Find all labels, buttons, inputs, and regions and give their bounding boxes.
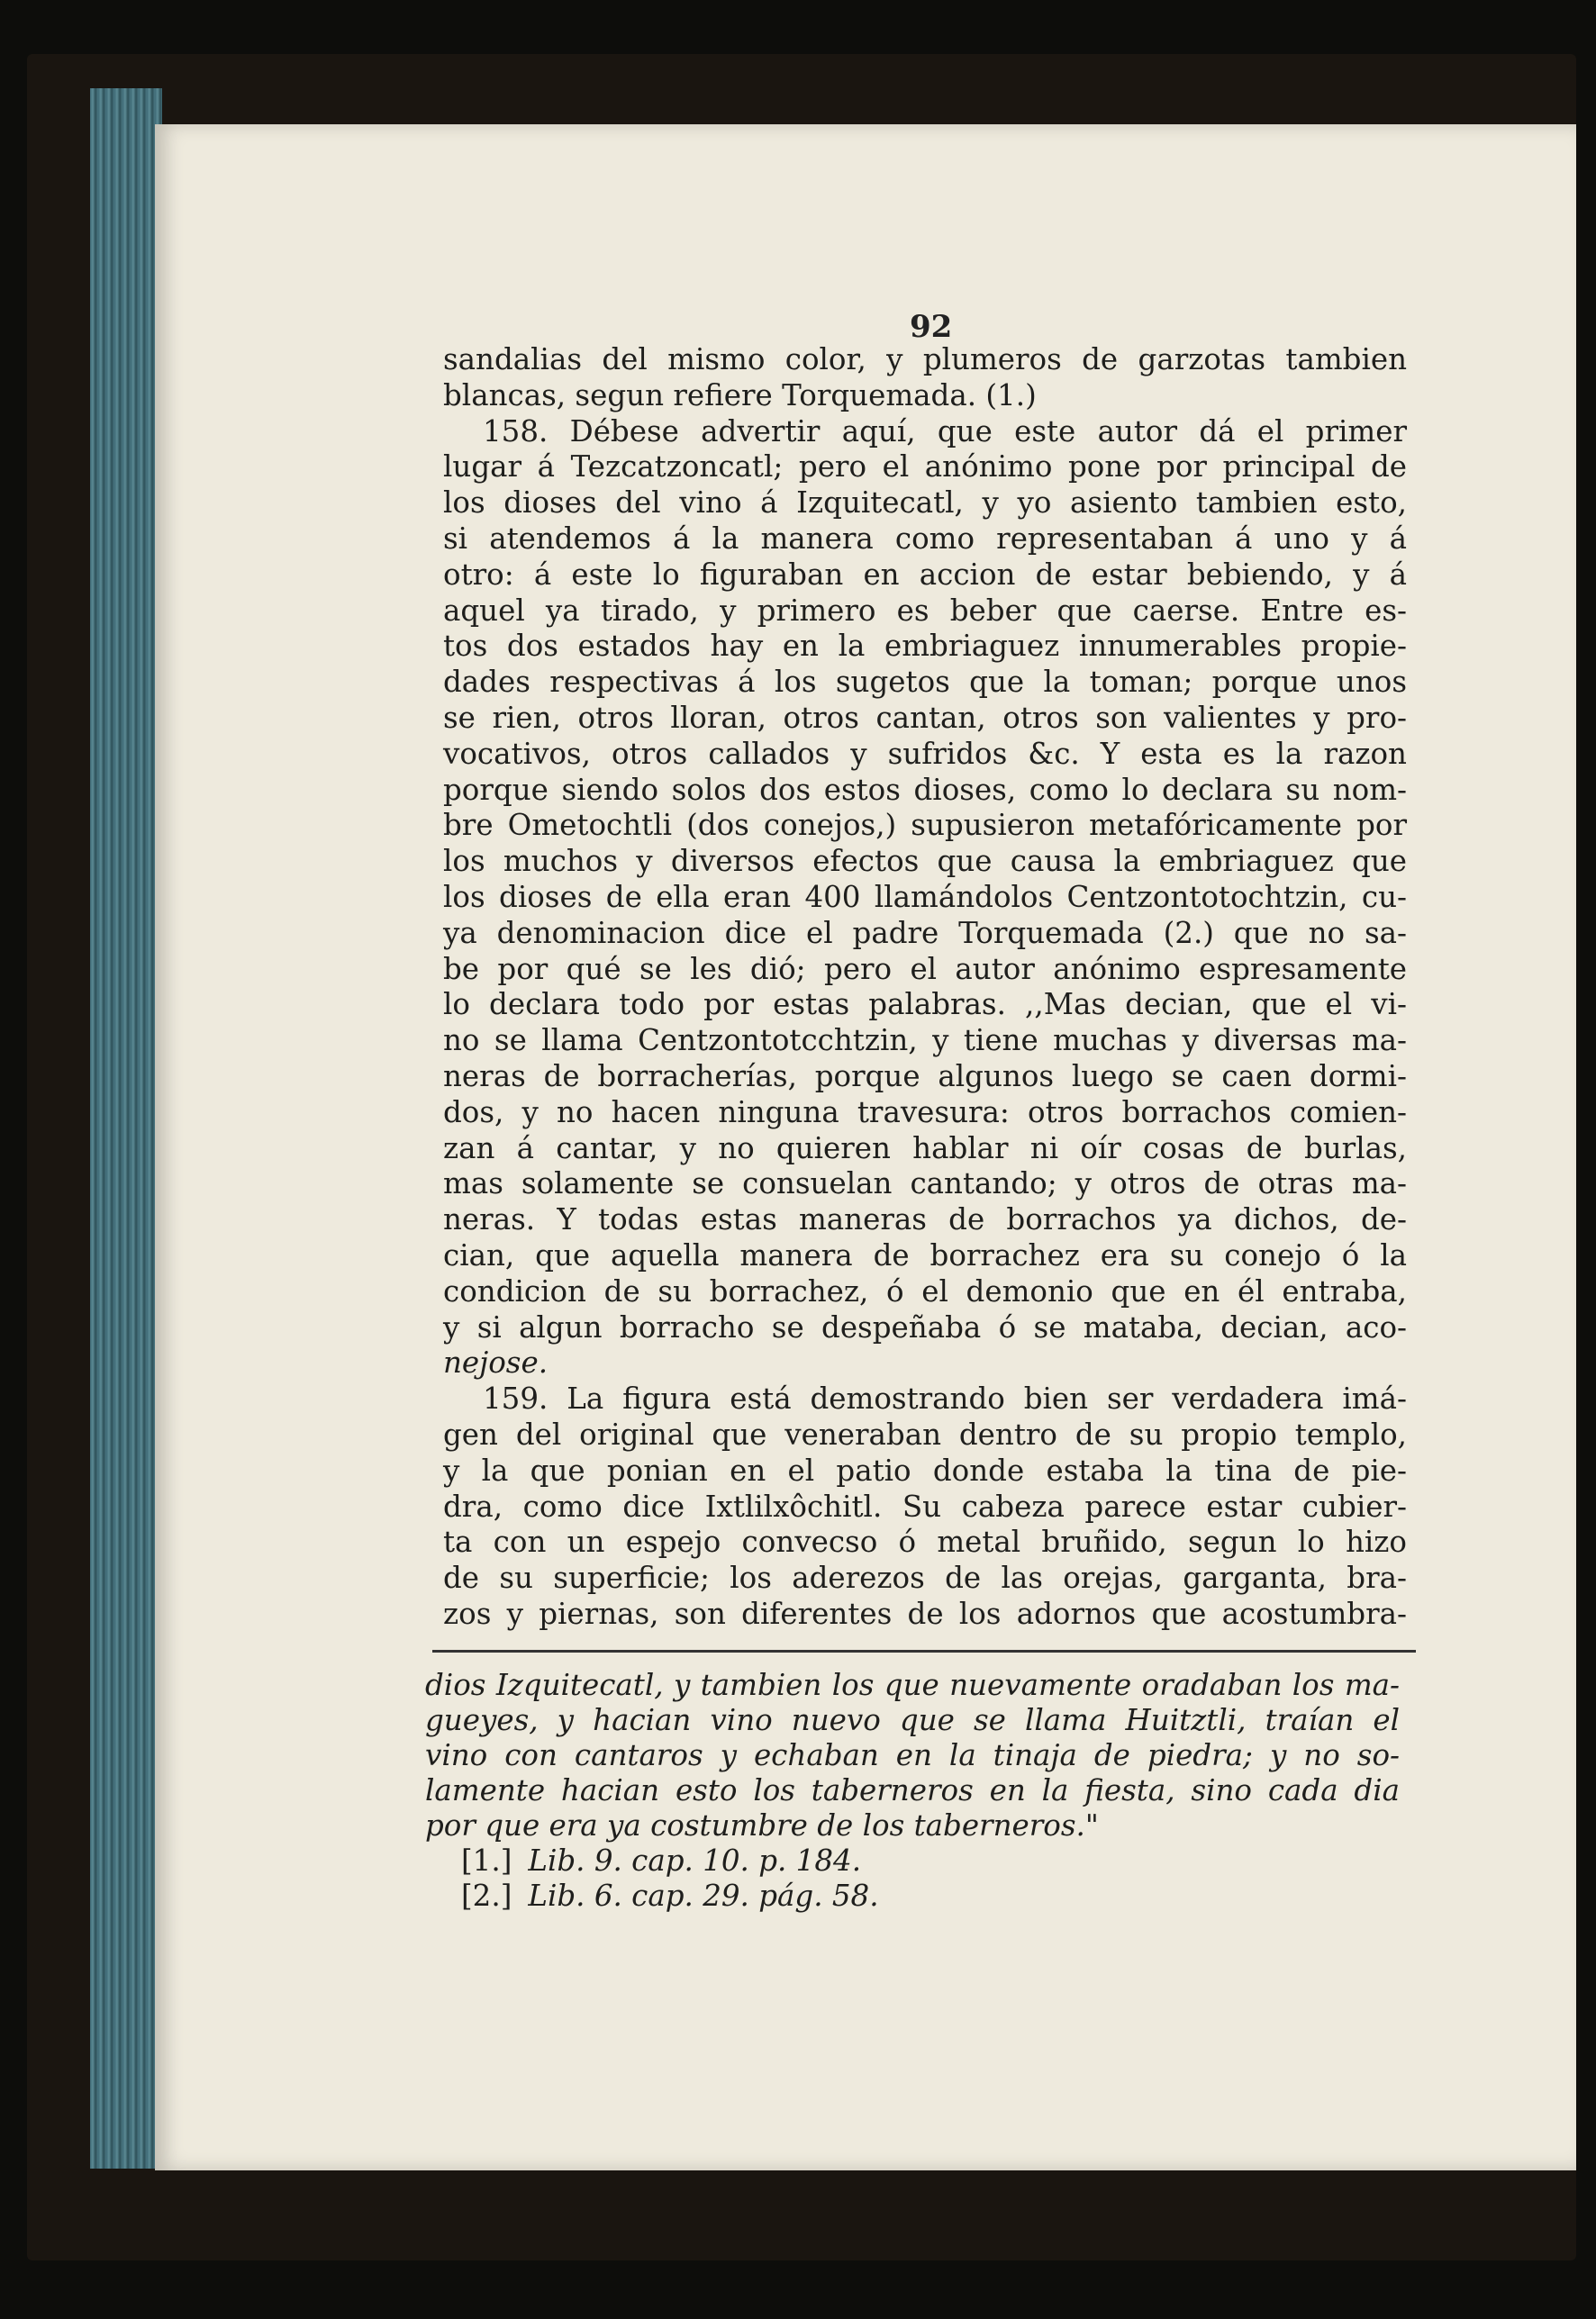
text-line: dra, como dice Ixtlilxôchitl. Su cabeza parece estar cubier- [443,1489,1407,1524]
text-line: no se llama Centzontotcchtzin, y tiene muchas y diversas ma- [443,1023,1407,1058]
main-text [443,342,1407,1633]
text-line: de su superficie; los aderezos de las orejas, garganta, bra- [443,1561,1407,1596]
text-line: dos, y no hacen ninguna travesura: otros borrachos comien- [443,1094,1407,1129]
text-line: bre Ometochtli (dos conejos,) supusieron metafóricamente por [443,808,1407,843]
footnotes [425,1668,1400,1914]
text-line: los dioses de ella eran 400 llamándolos Centzontotochtzin, cu- [443,879,1407,914]
text-line: y la que ponian en el patio donde estaba la tina de pie- [443,1453,1407,1488]
footnote-line: lamente hacian esto los taberneros en la fiesta, sino cada dia [425,1773,1400,1807]
text-line: ya denominacion dice el padre Torquemada (2.) que no sa- [443,915,1407,950]
text-line: los dioses del vino á Izquitecatl, y yo asiento tambien esto, [443,485,1407,521]
text-line: sandalias del mismo color, y plumeros de garzotas tambien [443,342,1407,376]
text-line: se rien, otros lloran, otros cantan, otros son valientes y pro- [443,700,1407,735]
footnote-line: vino con cantaros y echaban en la tinaja de piedra; y no so- [425,1738,1400,1772]
text-line: otro: á este lo figuraban en accion de estar bebiendo, y á [443,557,1407,592]
footnote-line: dios Izquitecatl, y tambien los que nuevamente oradaban los ma- [425,1668,1400,1702]
text-line: lugar á Tezcatzoncatl; pero el anónimo pone por principal de [443,449,1407,485]
text-line: aquel ya tirado, y primero es beber que caerse. Entre es- [443,593,1407,628]
text-line: ta con un espejo convecso ó metal bruñido, segun lo hizo [443,1525,1407,1560]
reference-text: Lib. 6. cap. 29. pág. 58. [528,1879,879,1913]
text-line: si atendemos á la manera como representaban á uno y á [443,521,1407,556]
text-line: gen del original que veneraban dentro de su propio templo, [443,1417,1407,1452]
text-line: los muchos y diversos efectos que causa la embriaguez que [443,844,1407,879]
text-line: neras de borracherías, porque algunos luego se caen dormi- [443,1058,1407,1093]
paragraph-start: 159. La figura está demostrando bien ser verdadera imá- [483,1381,1407,1417]
page-number: 92 [910,309,953,345]
text-line: neras. Y todas estas maneras de borrachos ya dichos, de- [443,1202,1407,1237]
reference-mark: [1.] [461,1843,512,1878]
reference-mark: [2.] [461,1879,512,1913]
footnote-line: por que era ya costumbre de los taberneros." [425,1808,1099,1843]
footnote-reference [425,1843,1400,1879]
footnote-rule [432,1650,1416,1653]
text-line: cian, que aquella manera de borrachez era su conejo ó la [443,1237,1407,1273]
text-line: porque siendo solos dos estos dioses, como lo declara su nom- [443,772,1407,807]
text-line: blancas, segun refiere Torquemada. (1.) [443,377,1037,412]
text-line: vocativos, otros callados y sufridos &c. Y esta es la razon [443,736,1407,771]
text-line: dades respectivas á los sugetos que la toman; porque unos [443,665,1407,700]
reference-text: Lib. 9. cap. 10. p. 184. [528,1843,862,1878]
text-line: condicion de su borrachez, ó el demonio que en él entraba, [443,1273,1407,1309]
text-line: nejose. [443,1345,549,1381]
text-line: y si algun borracho se despeñaba ó se mataba, decian, aco- [443,1309,1407,1345]
text-line: zos y piernas, son diferentes de los adornos que acostumbra- [443,1596,1407,1631]
page-edges [90,88,162,2169]
text-line: be por qué se les dió; pero el autor anónimo espresamente [443,951,1407,986]
paragraph-start: 158. Débese advertir aquí, que este autor dá el primer [483,413,1407,448]
text-line: tos dos estados hay en la embriaguez innumerables propie- [443,629,1407,664]
footnote-reference [425,1879,1400,1914]
text-line: zan á cantar, y no quieren hablar ni oír cosas de burlas, [443,1130,1407,1165]
text-line: lo declara todo por estas palabras. ,,Mas decian, que el vi- [443,987,1407,1022]
text-line: mas solamente se consuelan cantando; y otros de otras ma- [443,1166,1407,1201]
footnote-line: gueyes, y hacian vino nuevo que se llama Huitztli, traían el [425,1703,1400,1737]
